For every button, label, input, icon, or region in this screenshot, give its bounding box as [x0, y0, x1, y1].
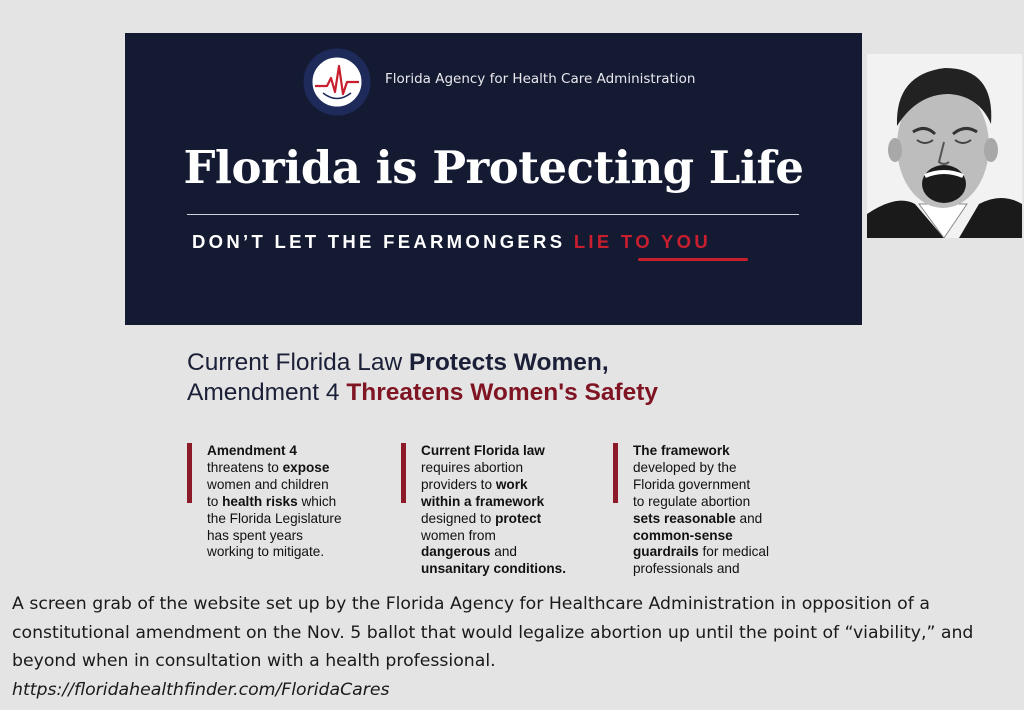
divider — [187, 214, 799, 215]
tagline-highlight: LIE TO YOU — [573, 231, 711, 252]
column-bold-text: Amendment 4 — [207, 443, 297, 458]
section-heading — [187, 348, 658, 408]
accent-bar — [401, 443, 406, 503]
highlight-underline — [638, 258, 748, 261]
column-bold-text: health risks — [222, 493, 298, 509]
column-text: threatens to — [207, 459, 279, 475]
column-bold-text: dangerous — [421, 544, 491, 560]
heading-red-text: Threatens Women's Safety — [346, 379, 659, 406]
column-bold-text: expose — [282, 459, 330, 475]
info-column — [401, 443, 611, 578]
heading-line-2 — [187, 378, 658, 408]
banner-tagline — [192, 231, 711, 253]
caption-text: A screen grab of the website set up by the Florida Agency for Healthcare Administration in opposition of a constitutional amendment on the Nov. 5 ballot that would legalize abortion up until the point of “viability,” and beyond when in consultation with a health professional. — [12, 594, 974, 671]
column-text: which the Florida Legislature has spent years working to mitigate. — [207, 493, 342, 560]
heading-bold-text: Protects Women, — [408, 349, 609, 376]
column-text: designed to — [421, 510, 492, 526]
heading-text: Current Florida Law — [187, 349, 409, 376]
column-text: women from — [421, 527, 496, 543]
column-text: developed by the Florida government to regulate abortion — [633, 459, 751, 509]
column-text: and — [494, 544, 517, 560]
accent-bar — [187, 443, 192, 503]
column-bold-text: work within a framework — [421, 476, 545, 509]
column-text: and — [739, 510, 763, 526]
tagline-text: DON’T LET THE FEARMONGERS — [192, 231, 574, 252]
source-link[interactable]: https://floridahealthfinder.com/FloridaCares — [12, 679, 390, 700]
column-text: for medical professionals and — [633, 544, 769, 577]
hero-banner — [125, 33, 862, 325]
photo-caption — [12, 590, 1017, 704]
column-bold-text: Current Florida law — [421, 443, 545, 458]
column-bold-text: sets reasonable — [633, 510, 736, 526]
banner-headline: Florida is Protecting Life — [183, 141, 804, 194]
info-column — [187, 443, 397, 561]
column-bold-text: The framework — [633, 443, 730, 458]
info-column — [613, 443, 823, 578]
accent-bar — [613, 443, 618, 503]
column-bold-text: common-sense guardrails — [633, 527, 733, 560]
column-bold-text: unsanitary conditions. — [421, 561, 567, 577]
laughing-man-photo — [867, 54, 1022, 238]
column-text: women and children to — [207, 476, 329, 509]
column-bold-text: protect — [495, 510, 542, 526]
heading-text: Amendment 4 — [187, 379, 347, 406]
heading-line-1 — [187, 348, 658, 378]
agency-seal-logo — [303, 48, 371, 116]
column-text: requires abortion providers to — [421, 459, 524, 492]
agency-name: Florida Agency for Health Care Administration — [385, 71, 696, 87]
